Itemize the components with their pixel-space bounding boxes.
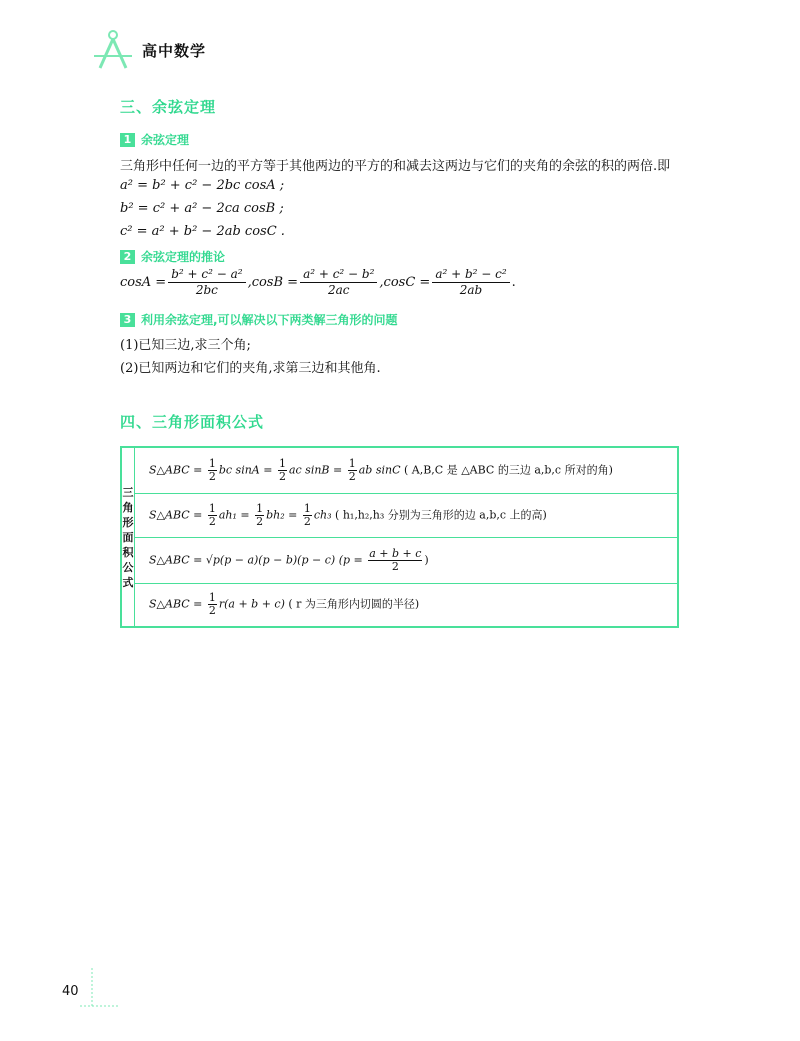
cosC-label: ,cosC = bbox=[379, 275, 431, 290]
term: ac sinB = bbox=[288, 463, 343, 477]
numerator: a² + b² − c² bbox=[432, 267, 509, 283]
term: ah₁ = bbox=[218, 508, 250, 521]
numerator: 1 bbox=[256, 501, 264, 515]
area-side-label bbox=[121, 447, 135, 627]
close-paren: ) bbox=[424, 553, 429, 566]
denominator: 2ab bbox=[459, 283, 483, 297]
subheading-label: 余弦定理 bbox=[141, 133, 190, 147]
numerator: 1 bbox=[278, 456, 286, 470]
term: r(a + b + c) bbox=[218, 597, 285, 611]
formula-a2: a² = b² + c² − 2bc cosA ; bbox=[120, 178, 285, 193]
denominator: 2 bbox=[278, 469, 286, 483]
numerator: a² + c² − b² bbox=[300, 267, 377, 283]
denominator: 2bc bbox=[195, 283, 218, 297]
cosC-fraction bbox=[432, 267, 509, 298]
corollary-formulas bbox=[120, 267, 516, 298]
cosA-fraction bbox=[168, 267, 245, 298]
subheading-number: 1 bbox=[120, 133, 135, 147]
denominator: 2 bbox=[256, 514, 264, 528]
half-fraction bbox=[348, 458, 357, 483]
subheading-1 bbox=[120, 131, 189, 148]
denominator: 2ac bbox=[327, 283, 350, 297]
half-fraction bbox=[208, 503, 217, 528]
table-row bbox=[121, 447, 678, 493]
cosine-law-statement: 三角形中任何一边的平方等于其他两边的平方的和减去这两边与它们的夹角的余弦的积的两倍.即 bbox=[120, 159, 671, 174]
area-lhs: S△ABC = bbox=[149, 597, 203, 611]
p-definition: (p = bbox=[338, 553, 363, 566]
compass-logo-icon bbox=[90, 26, 136, 72]
heron-root: √p(p − a)(p − b)(p − c) bbox=[205, 553, 336, 566]
area-lhs: S△ABC = bbox=[149, 463, 203, 477]
numerator: 1 bbox=[208, 591, 216, 605]
formula-c2: c² = a² + b² − 2ab cosC . bbox=[120, 224, 285, 239]
cosA-label: cosA = bbox=[120, 275, 167, 290]
half-fraction bbox=[208, 458, 217, 483]
cosB-fraction bbox=[300, 267, 377, 298]
period: . bbox=[511, 275, 516, 290]
denominator: 2 bbox=[303, 514, 311, 528]
area-lhs: S△ABC = bbox=[149, 508, 203, 521]
subheading-2 bbox=[120, 248, 225, 265]
table-row bbox=[121, 583, 678, 627]
table-row bbox=[121, 537, 678, 583]
subheading-number: 2 bbox=[120, 250, 135, 264]
numerator: 1 bbox=[303, 501, 311, 515]
area-lhs: S△ABC = bbox=[149, 553, 203, 566]
formula-note: ( A,B,C 是 △ABC 的三边 a,b,c 所对的角) bbox=[404, 463, 613, 477]
table-row bbox=[121, 493, 678, 537]
corner-decoration-icon bbox=[80, 966, 120, 1012]
denominator: 2 bbox=[348, 469, 356, 483]
numerator: 1 bbox=[208, 456, 216, 470]
half-fraction bbox=[208, 592, 217, 617]
subheading-label: 余弦定理的推论 bbox=[141, 250, 226, 264]
subheading-3 bbox=[120, 311, 398, 328]
area-formula-table bbox=[120, 446, 679, 628]
area-formula-sine bbox=[135, 447, 679, 493]
side-label-text: 三角形面积公式 bbox=[122, 485, 134, 589]
half-fraction bbox=[303, 503, 312, 528]
half-fraction bbox=[278, 458, 287, 483]
use-case-1: (1)已知三边,求三个角; bbox=[120, 338, 251, 353]
section3-title: 三、余弦定理 bbox=[120, 98, 217, 116]
numerator: 1 bbox=[348, 456, 356, 470]
denominator: 2 bbox=[208, 514, 216, 528]
page-number: 40 bbox=[62, 984, 79, 999]
book-brand: 高中数学 bbox=[142, 42, 207, 60]
term: bh₂ = bbox=[266, 508, 298, 521]
formula-note: ( h₁,h₂,h₃ 分别为三角形的边 a,b,c 上的高) bbox=[335, 508, 547, 521]
half-fraction bbox=[255, 503, 264, 528]
p-fraction bbox=[368, 548, 422, 573]
use-case-2: (2)已知两边和它们的夹角,求第三边和其他角. bbox=[120, 361, 381, 376]
subheading-number: 3 bbox=[120, 313, 135, 327]
denominator: 2 bbox=[208, 604, 216, 618]
area-formula-heron bbox=[135, 537, 679, 583]
formula-b2: b² = c² + a² − 2ca cosB ; bbox=[120, 201, 284, 216]
numerator: 1 bbox=[208, 501, 216, 515]
subheading-label: 利用余弦定理,可以解决以下两类解三角形的问题 bbox=[141, 313, 398, 327]
term: ab sinC bbox=[358, 463, 401, 477]
denominator: 2 bbox=[391, 559, 399, 573]
cosB-label: ,cosB = bbox=[247, 275, 299, 290]
term: bc sinA = bbox=[218, 463, 273, 477]
numerator: a + b + c bbox=[369, 546, 422, 560]
numerator: b² + c² − a² bbox=[168, 267, 245, 283]
area-formula-height bbox=[135, 493, 679, 537]
section4-title: 四、三角形面积公式 bbox=[120, 413, 265, 431]
denominator: 2 bbox=[208, 469, 216, 483]
term: ch₃ bbox=[313, 508, 332, 521]
formula-note: ( r 为三角形内切圆的半径) bbox=[288, 597, 420, 611]
area-formula-inradius bbox=[135, 583, 679, 627]
